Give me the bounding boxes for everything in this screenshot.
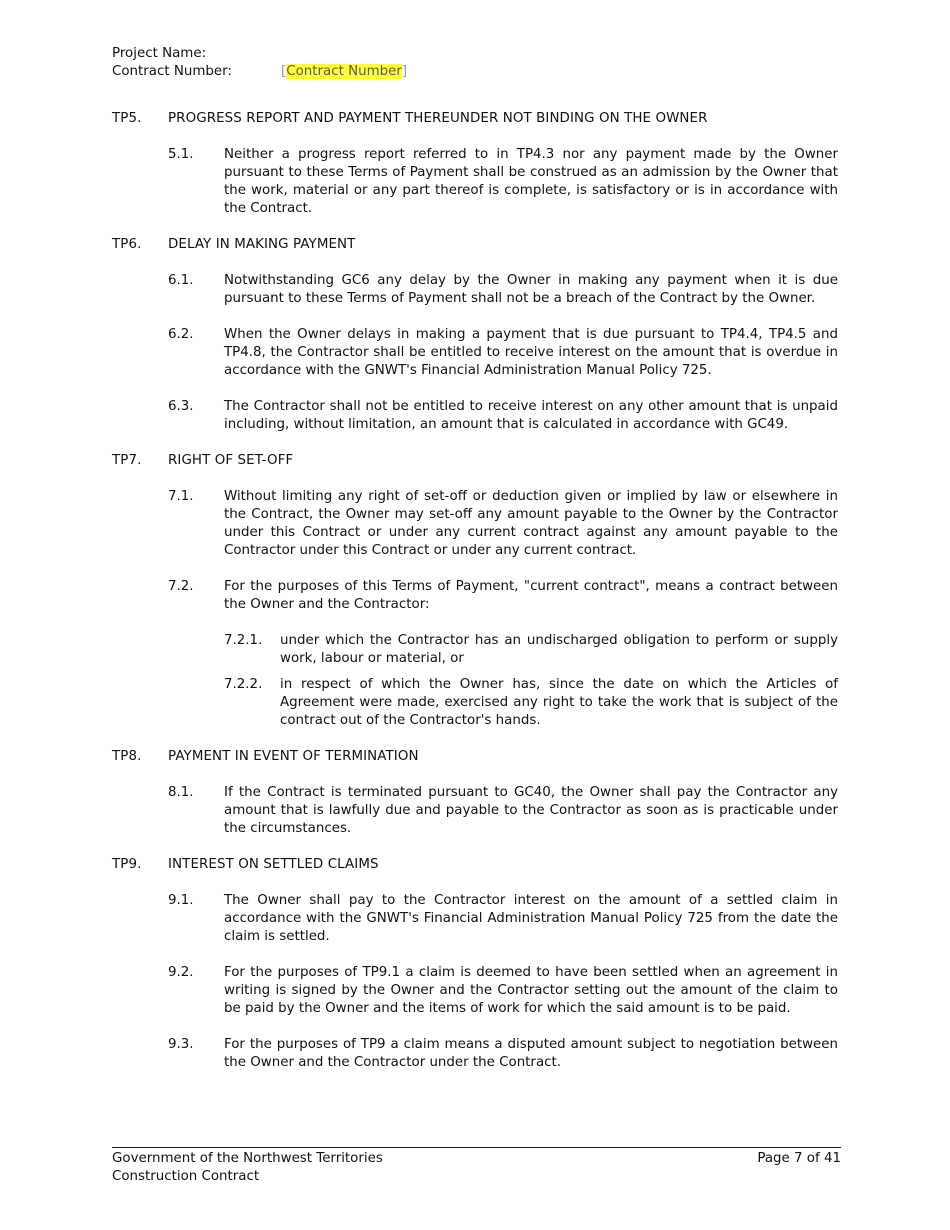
clause-text: The Contractor shall not be entitled to receive interest on any other amount that is unpaid including, without limitation, an amount that is calculated in accordance with GC49.: [224, 399, 838, 432]
sub-clause-number: 7.2.2.: [224, 677, 263, 692]
section-title: PAYMENT IN EVENT OF TERMINATION: [168, 749, 419, 764]
clause: [168, 326, 838, 380]
clause-number: 7.1.: [168, 489, 194, 504]
clause-text: Notwithstanding GC6 any delay by the Owner in making any payment when it is due pursuant to these Terms of Payment shall not be a breach of the Contract by the Owner.: [224, 273, 838, 306]
sub-clause: [224, 632, 838, 668]
footer-row: [112, 1168, 841, 1186]
footer-doc-type: Construction Contract: [112, 1169, 260, 1184]
section-title: INTEREST ON SETTLED CLAIMS: [168, 857, 379, 872]
section-number: TP8.: [112, 749, 142, 764]
section-number: TP6.: [112, 237, 142, 252]
clause-number: 5.1.: [168, 147, 194, 162]
section-number: TP9.: [112, 857, 142, 872]
sub-clause-text: under which the Contractor has an undischarged obligation to perform or supply work, labour or material, or: [280, 633, 838, 666]
document-body: [112, 110, 838, 1090]
clause: [168, 784, 838, 838]
contract-number-placeholder[interactable]: Contract Number: [286, 64, 402, 79]
clause-number: 9.1.: [168, 893, 194, 908]
section-number: TP5.: [112, 111, 142, 126]
project-name-label: Project Name:: [112, 46, 207, 61]
section-title: PROGRESS REPORT AND PAYMENT THEREUNDER NOT BINDING ON THE OWNER: [168, 111, 708, 126]
clause-number: 6.1.: [168, 273, 194, 288]
contract-number-row: [112, 63, 407, 81]
section-heading: [112, 856, 838, 874]
sub-clause-text: in respect of which the Owner has, since the date on which the Articles of Agreement were made, exercised any right to take the work that is subject of the contract out of the Contractor's hands.: [280, 677, 838, 728]
section-heading: [112, 110, 838, 128]
clause: [168, 398, 838, 434]
contract-number-field[interactable]: [281, 63, 407, 81]
clause-text: The Owner shall pay to the Contractor interest on the amount of a settled claim in accordance with the GNWT's Financial Administration Manual Policy 725 from the date the claim is settled.: [224, 893, 838, 944]
clause: [168, 146, 838, 218]
clause-text: If the Contract is terminated pursuant to GC40, the Owner shall pay the Contractor any amount that is lawfully due and payable to the Contractor as soon as is practicable under the circumstances.: [224, 785, 838, 836]
clause-text: For the purposes of TP9 a claim means a disputed amount subject to negotiation between the Owner and the Contractor under the Contract.: [224, 1037, 838, 1070]
clause-number: 9.3.: [168, 1037, 194, 1052]
clause: [168, 892, 838, 946]
section-number: TP7.: [112, 453, 142, 468]
clause-number: 7.2.: [168, 579, 194, 594]
page-header: [112, 45, 407, 81]
page-footer: [112, 1147, 841, 1186]
clause-number: 9.2.: [168, 965, 194, 980]
section-heading: [112, 236, 838, 254]
clause-text: Neither a progress report referred to in TP4.3 nor any payment made by the Owner pursuant to these Terms of Payment shall be construed as an admission by the Owner that the work, material or any part thereof is complete, is satisfactory or is in accordance with the Contract.: [224, 147, 838, 216]
section-heading: [112, 452, 838, 470]
clause: [168, 272, 838, 308]
clause-number: 6.2.: [168, 327, 194, 342]
clause: [168, 578, 838, 614]
clause-number: 8.1.: [168, 785, 194, 800]
sub-clause: [224, 676, 838, 730]
footer-row: [112, 1150, 841, 1168]
clause-text: For the purposes of this Terms of Payment, "current contract", means a contract between the Owner and the Contractor:: [224, 579, 838, 612]
page-number: Page 7 of 41: [757, 1151, 841, 1166]
clause: [168, 488, 838, 560]
section-title: RIGHT OF SET-OFF: [168, 453, 294, 468]
section-title: DELAY IN MAKING PAYMENT: [168, 237, 356, 252]
footer-org: Government of the Northwest Territories: [112, 1151, 383, 1166]
clause-text: When the Owner delays in making a payment that is due pursuant to TP4.4, TP4.5 and TP4.8, the Contractor shall be entitled to receive interest on the amount that is overdue in accordance with the GNWT's Financial Administration Manual Policy 725.: [224, 327, 838, 378]
clause-number: 6.3.: [168, 399, 194, 414]
contract-number-label: Contract Number:: [112, 64, 232, 79]
clause: [168, 1036, 838, 1072]
clause: [168, 964, 838, 1018]
bracket-open: [: [281, 64, 287, 79]
section-heading: [112, 748, 838, 766]
bracket-close: ]: [401, 64, 408, 79]
clause-text: Without limiting any right of set-off or deduction given or implied by law or elsewhere in the Contract, the Owner may set-off any amount payable to the Owner by the Contractor under this Contract or under any current contract against any amount payable to the Contractor under this Contract or under any current contract.: [224, 489, 838, 558]
sub-clause-number: 7.2.1.: [224, 633, 263, 648]
project-name-row: [112, 45, 407, 63]
clause-text: For the purposes of TP9.1 a claim is deemed to have been settled when an agreement in writing is signed by the Owner and the Contractor setting out the amount of the claim to be paid by the Owner and the items of work for which the said amount is to be paid.: [224, 965, 838, 1016]
